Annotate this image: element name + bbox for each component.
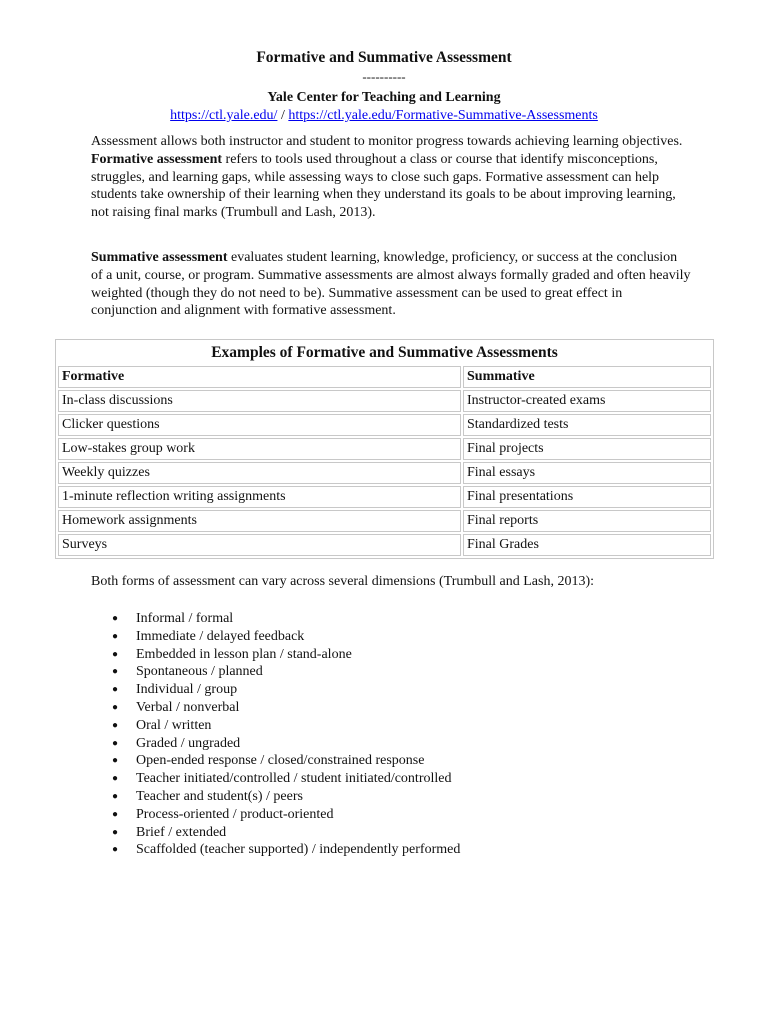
table-caption: Examples of Formative and Summative Assessments [211, 344, 558, 361]
formative-cell: Low-stakes group work [58, 438, 461, 460]
list-item [112, 699, 460, 717]
list-item [112, 752, 460, 770]
list-item [112, 841, 461, 859]
table-row [58, 534, 711, 556]
list-item [112, 770, 460, 788]
list-item-text: Informal / formal [136, 611, 234, 626]
table-header-row [58, 366, 711, 388]
link-separator: / [277, 108, 289, 123]
summative-text: evaluates student learning, knowledge, proficiency, or success at the conclusion of a unit, course, or program. Summative assessments are almost always formally graded and often heavily weighted (though they do not need to be). Summative assessment can be used to great effect in conjunction and alignment with formative assessment. [91, 250, 691, 319]
list-item [112, 681, 460, 699]
formative-cell: Weekly quizzes [58, 462, 461, 484]
header-summative: Summative [463, 366, 711, 388]
list-item-text: Embedded in lesson plan / stand-alone [136, 646, 352, 662]
list-item-text: Individual / group [136, 682, 238, 698]
list-item-text: Immediate / delayed feedback [136, 628, 305, 644]
bullet-icon: ● [112, 808, 119, 820]
table-caption-row [58, 342, 711, 364]
list-item [112, 824, 460, 842]
formative-term: Formative assessment [91, 151, 223, 167]
title-separator: ---------- [362, 69, 406, 84]
list-item-text: Verbal / nonverbal [136, 699, 240, 715]
summative-cell: Final essays [463, 462, 711, 484]
list-item-text: Scaffolded (teacher supported) / independently performed [136, 842, 461, 858]
list-item [112, 628, 460, 646]
formative-cell: In-class discussions [58, 390, 461, 412]
list-item-text: Graded / ungraded [136, 735, 241, 751]
examples-table [55, 339, 714, 559]
list-item [112, 735, 460, 753]
list-item [112, 610, 460, 628]
list-item [112, 788, 460, 806]
intro-paragraph [91, 133, 691, 222]
dimensions-intro: Both forms of assessment can vary across several dimensions (Trumbull and Lash, 2013): [91, 574, 595, 589]
table-row [58, 510, 711, 532]
ctl-home-link[interactable]: https://ctl.yale.edu/ [170, 108, 278, 123]
list-item-text: Process-oriented / product-oriented [136, 806, 334, 822]
source-links [0, 107, 768, 125]
list-item-text: Open-ended response / closed/constrained response [136, 753, 425, 769]
summative-cell: Standardized tests [463, 414, 711, 436]
bullet-icon: ● [112, 701, 119, 713]
bullet-icon: ● [112, 648, 119, 660]
formative-summative-link[interactable]: https://ctl.yale.edu/Formative-Summative-Assessments [288, 108, 598, 123]
bullet-icon: ● [112, 630, 119, 642]
list-item-text: Teacher and student(s) / peers [136, 788, 303, 804]
table-row [58, 390, 711, 412]
formative-cell: Homework assignments [58, 510, 461, 532]
list-item-text: Brief / extended [136, 824, 227, 840]
list-item [112, 663, 460, 681]
bullet-icon: ● [112, 737, 119, 749]
table-row [58, 438, 711, 460]
list-item-text: Oral / written [136, 717, 212, 733]
list-item-text: Spontaneous / planned [136, 664, 263, 680]
table-row [58, 462, 711, 484]
bullet-icon: ● [112, 790, 119, 802]
bullet-icon: ● [112, 773, 119, 785]
table-row [58, 486, 711, 508]
bullet-icon: ● [112, 719, 119, 731]
list-item [112, 806, 460, 824]
organization-name: Yale Center for Teaching and Learning [267, 90, 501, 105]
bullet-icon: ● [112, 755, 119, 767]
bullet-icon: ● [112, 613, 119, 624]
summative-cell: Final Grades [463, 534, 711, 556]
summative-term: Summative assessment [91, 250, 228, 265]
summative-cell: Final reports [463, 510, 711, 532]
summative-paragraph [91, 249, 691, 320]
document-title: Formative and Summative Assessment [256, 49, 512, 66]
formative-cell: 1-minute reflection writing assignments [58, 486, 461, 508]
summative-cell: Instructor-created exams [463, 390, 711, 412]
bullet-icon: ● [112, 684, 119, 696]
formative-cell: Surveys [58, 534, 461, 556]
list-item [112, 646, 460, 664]
header-formative: Formative [58, 366, 461, 388]
intro-text-end: refers to tools used throughout a class or course that identify misconceptions, struggles, and learning gaps, while assessing ways to close such gaps. Formative assessment can help students take ownership of their learning when they understand its goals to be about improving learning, not raising final marks (Trumbull and Lash, 2013). [91, 151, 676, 221]
formative-cell: Clicker questions [58, 414, 461, 436]
bullet-icon: ● [112, 666, 119, 678]
dimensions-list [112, 610, 461, 859]
summative-cell: Final projects [463, 438, 711, 460]
bullet-icon: ● [112, 844, 119, 856]
table-row [58, 414, 711, 436]
bullet-icon: ● [112, 826, 119, 838]
list-item-text: Teacher initiated/controlled / student initiated/controlled [136, 771, 452, 787]
list-item [112, 717, 460, 735]
summative-cell: Final presentations [463, 486, 711, 508]
intro-text-start: Assessment allows both instructor and student to monitor progress towards achieving learning objectives. [91, 134, 683, 149]
